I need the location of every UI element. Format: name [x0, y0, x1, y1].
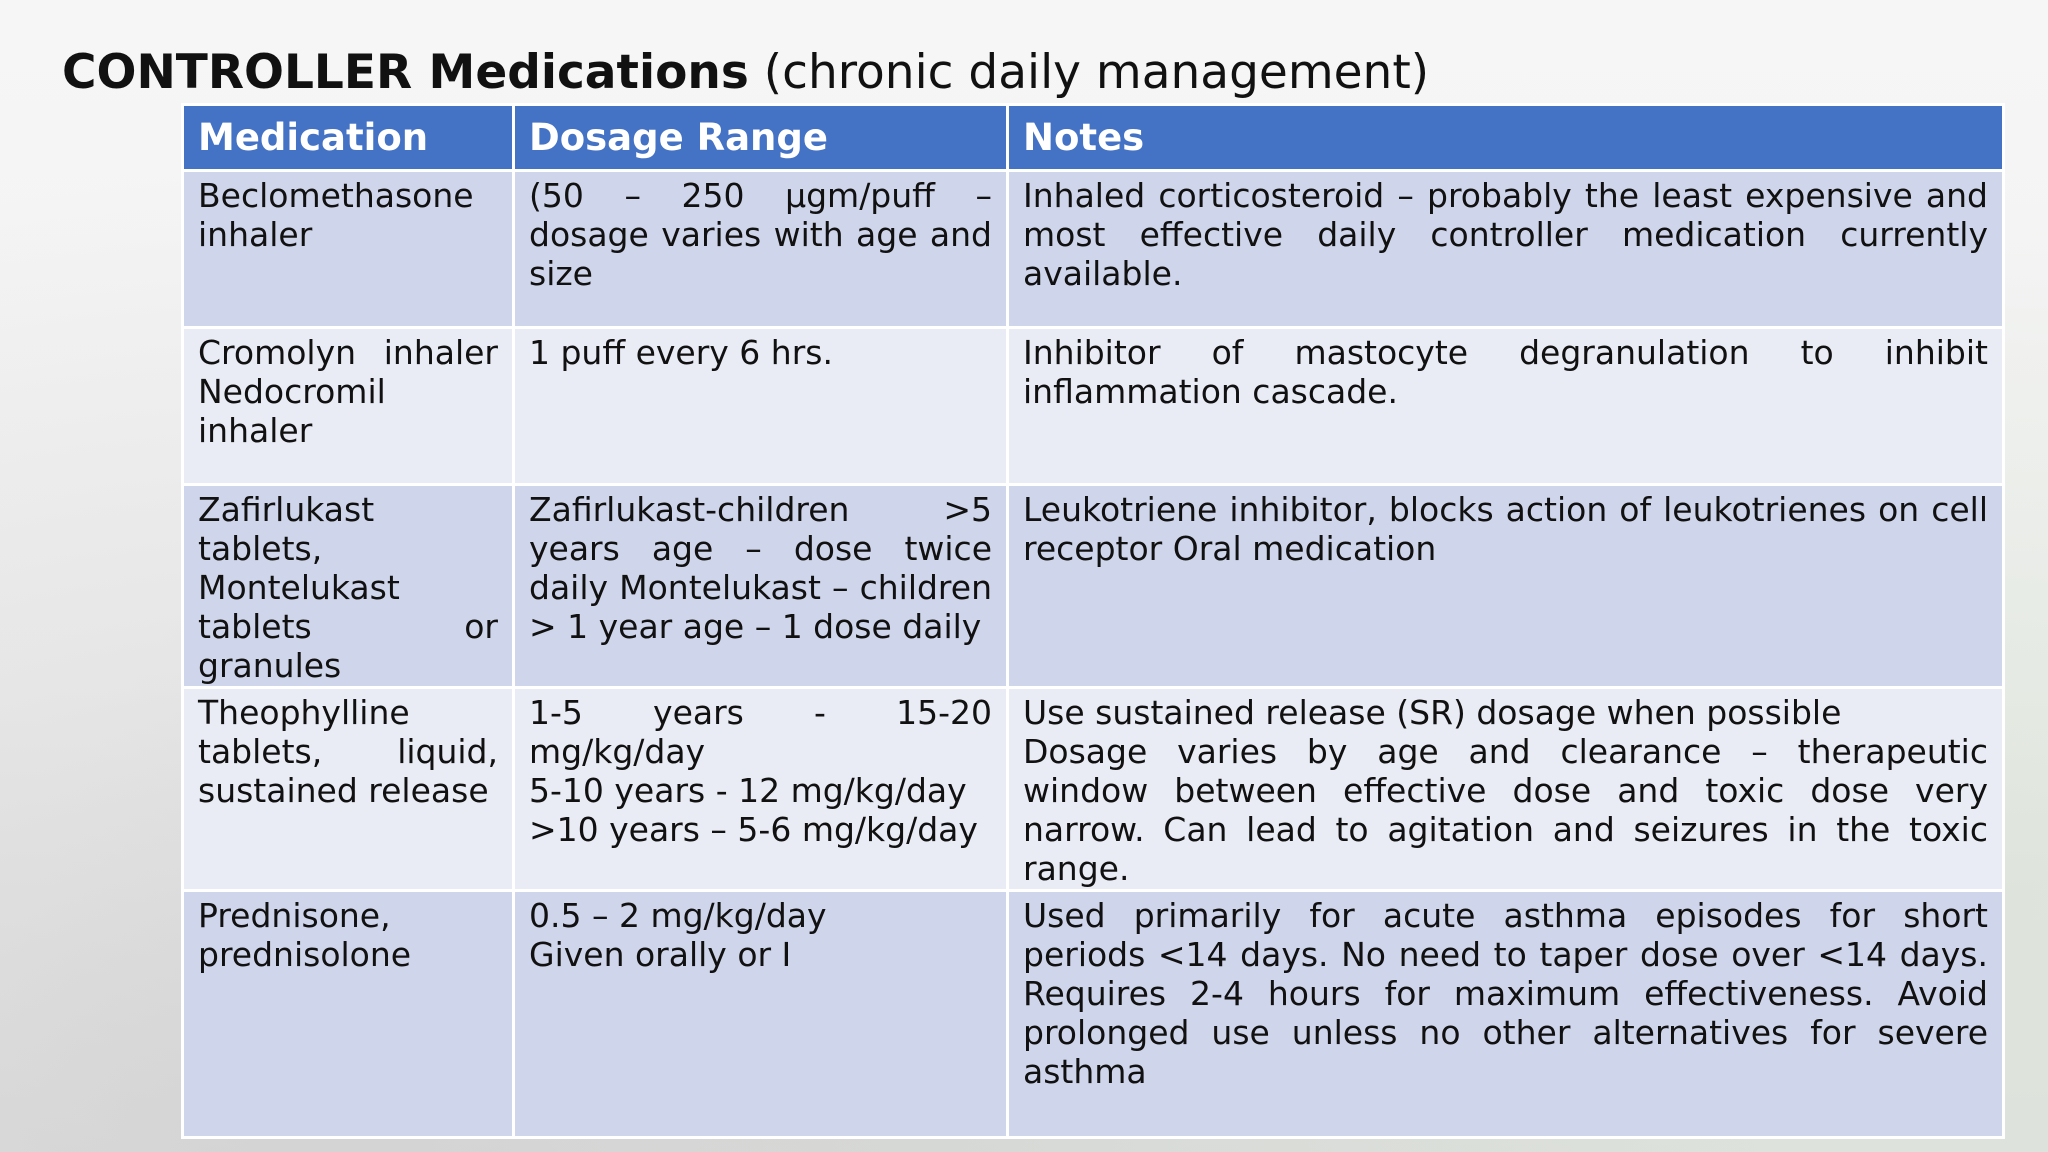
medication-cell: [183, 688, 514, 891]
header-notes: Notes: [1008, 105, 2004, 171]
cell-text: >10 years – 5-6 mg/kg/day: [529, 810, 978, 849]
cell-text: Leukotriene inhibitor, blocks action of leukotrienes on cell receptor Oral medication: [1023, 490, 1988, 568]
notes-cell: [1008, 328, 2004, 485]
dosage-cell: [514, 688, 1008, 891]
medication-cell: [183, 485, 514, 688]
dosage-cell: [514, 171, 1008, 328]
cell-text: Zafirlukast-children >5 years age – dose twice daily Montelukast – children > 1 year age – 1 dose daily: [529, 490, 992, 646]
cell-text: 1 puff every 6 hrs.: [529, 333, 833, 372]
dosage-cell: [514, 891, 1008, 1138]
cell-text: 0.5 – 2 mg/kg/day: [529, 896, 827, 935]
notes-cell: [1008, 485, 2004, 688]
medication-cell: [183, 891, 514, 1138]
controller-medications-table: [181, 103, 2005, 1139]
header-dosage-range: Dosage Range: [514, 105, 1008, 171]
table-row: [183, 328, 2004, 485]
cell-text: Given orally or I: [529, 935, 792, 974]
medication-cell: [183, 328, 514, 485]
header-medication: Medication: [183, 105, 514, 171]
table-row: [183, 485, 2004, 688]
cell-text: (50 – 250 μgm/puff – dosage varies with age and size: [529, 176, 992, 293]
notes-cell: [1008, 171, 2004, 328]
table-row: [183, 688, 2004, 891]
cell-text: 1-5 years - 15-20 mg/kg/day: [529, 693, 992, 771]
cell-text: Use sustained release (SR) dosage when possible: [1023, 693, 1842, 732]
cell-text: Theophylline tablets, liquid, sustained release: [198, 693, 498, 810]
cell-text: Zafirlukast tablets, Montelukast tablets or granules: [198, 490, 498, 685]
cell-text: 5-10 years - 12 mg/kg/day: [529, 771, 967, 810]
slide-title-subtitle: (chronic daily management): [748, 45, 1430, 100]
table-row: [183, 171, 2004, 328]
cell-text: Beclomethasone inhaler: [198, 176, 474, 254]
cell-text: Cromolyn inhaler Nedocromil inhaler: [198, 333, 498, 450]
table-header-row: [183, 105, 2004, 171]
slide-title: [62, 40, 1429, 106]
table-row: [183, 891, 2004, 1138]
cell-text: Used primarily for acute asthma episodes for short periods <14 days. No need to taper dose over <14 days. Requires 2-4 hours for maximum effectiveness. Avoid prolonged use unless no other alternatives for severe asthma: [1023, 896, 1988, 1091]
dosage-cell: [514, 328, 1008, 485]
dosage-cell: [514, 485, 1008, 688]
slide-title-main: CONTROLLER Medications: [62, 45, 749, 100]
cell-text: Inhibitor of mastocyte degranulation to inhibit inflammation cascade.: [1023, 333, 1988, 411]
medication-cell: [183, 171, 514, 328]
notes-cell: [1008, 688, 2004, 891]
notes-cell: [1008, 891, 2004, 1138]
cell-text: Inhaled corticosteroid – probably the least expensive and most effective daily controller medication currently available.: [1023, 176, 1988, 293]
cell-text: Dosage varies by age and clearance – therapeutic window between effective dose and toxic dose very narrow. Can lead to agitation and seizures in the toxic range.: [1023, 732, 1988, 888]
cell-text: Prednisone, prednisolone: [198, 896, 412, 974]
